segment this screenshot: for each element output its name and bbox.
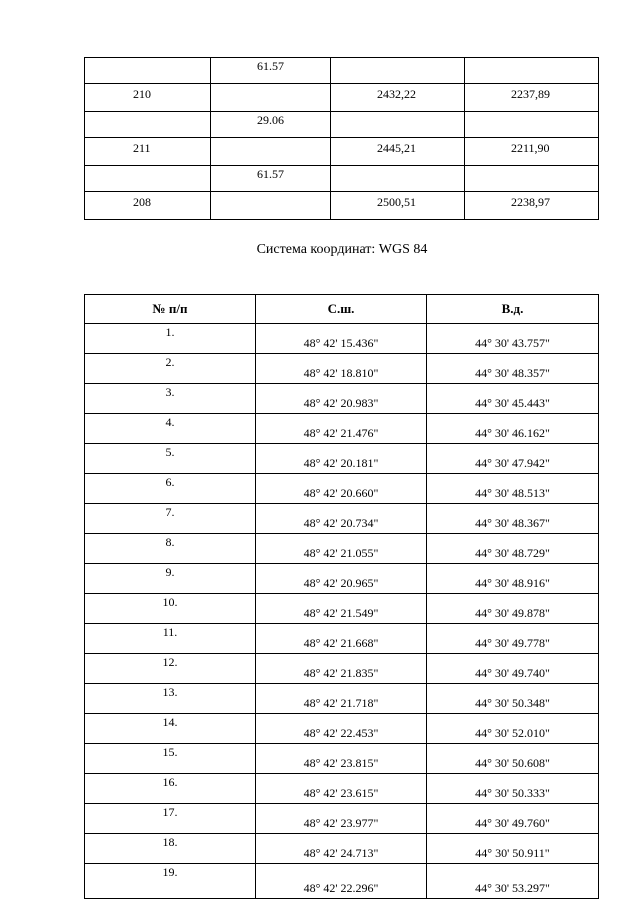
point-number: 13. (85, 684, 256, 714)
longitude-value: 44° 30' 43.757" (427, 324, 599, 354)
table-row (85, 564, 599, 594)
longitude-value: 44° 30' 49.778" (427, 624, 599, 654)
table-row (85, 324, 599, 354)
longitude-value: 44° 30' 48.729" (427, 534, 599, 564)
distance-cell: 61.57 (211, 166, 331, 192)
latitude-value: 48° 42' 22.453" (256, 714, 427, 744)
point-id-cell: 211 (85, 138, 211, 166)
coordinate-system-caption: Система координат: WGS 84 (256, 242, 428, 257)
latitude-value: 48° 42' 21.835" (256, 654, 427, 684)
latitude-value: 48° 42' 24.713" (256, 834, 427, 864)
longitude-value: 44° 30' 49.740" (427, 654, 599, 684)
point-number: 9. (85, 564, 256, 594)
point-number: 12. (85, 654, 256, 684)
latitude-value: 48° 42' 20.734" (256, 504, 427, 534)
point-number: 1. (85, 324, 256, 354)
boundary-points-table-continuation (84, 57, 599, 220)
top-table-body (85, 58, 599, 220)
distance-row (85, 58, 599, 84)
latitude-value: 48° 42' 22.296" (256, 864, 427, 899)
table-row (85, 444, 599, 474)
longitude-value: 44° 30' 48.357" (427, 354, 599, 384)
point-number: 18. (85, 834, 256, 864)
point-number: 7. (85, 504, 256, 534)
column-header-latitude: С.ш. (256, 295, 427, 324)
longitude-value: 44° 30' 47.942" (427, 444, 599, 474)
point-number: 3. (85, 384, 256, 414)
longitude-value: 44° 30' 50.333" (427, 774, 599, 804)
longitude-value: 44° 30' 50.348" (427, 684, 599, 714)
x-coordinate-cell: 2500,51 (331, 192, 465, 220)
latitude-value: 48° 42' 20.181" (256, 444, 427, 474)
longitude-value: 44° 30' 49.760" (427, 804, 599, 834)
wgs84-coordinates-table (84, 294, 599, 899)
longitude-value: 44° 30' 49.878" (427, 594, 599, 624)
latitude-value: 48° 42' 18.810" (256, 354, 427, 384)
longitude-value: 44° 30' 50.911" (427, 834, 599, 864)
table-row (85, 654, 599, 684)
latitude-value: 48° 42' 23.977" (256, 804, 427, 834)
x-coordinate-cell: 2445,21 (331, 138, 465, 166)
point-number: 19. (85, 864, 256, 899)
longitude-value: 44° 30' 46.162" (427, 414, 599, 444)
latitude-value: 48° 42' 20.965" (256, 564, 427, 594)
table-header (85, 295, 599, 324)
longitude-value: 44° 30' 53.297" (427, 864, 599, 899)
header-row (85, 295, 599, 324)
table-row (85, 714, 599, 744)
table-row (85, 474, 599, 504)
table-body (85, 324, 599, 899)
table-row (85, 744, 599, 774)
latitude-value: 48° 42' 15.436" (256, 324, 427, 354)
point-row (85, 84, 599, 112)
table-row (85, 774, 599, 804)
table-row (85, 624, 599, 654)
latitude-value: 48° 42' 21.668" (256, 624, 427, 654)
point-number: 6. (85, 474, 256, 504)
table-row (85, 534, 599, 564)
longitude-value: 44° 30' 48.513" (427, 474, 599, 504)
latitude-value: 48° 42' 21.549" (256, 594, 427, 624)
column-header-longitude: В.д. (427, 295, 599, 324)
x-coordinate-cell: 2432,22 (331, 84, 465, 112)
point-id-cell: 210 (85, 84, 211, 112)
point-number: 16. (85, 774, 256, 804)
distance-cell: 61.57 (211, 58, 331, 84)
point-number: 5. (85, 444, 256, 474)
latitude-value: 48° 42' 21.055" (256, 534, 427, 564)
table-row (85, 804, 599, 834)
distance-row (85, 112, 599, 138)
point-number: 11. (85, 624, 256, 654)
latitude-value: 48° 42' 23.815" (256, 744, 427, 774)
table-row (85, 834, 599, 864)
latitude-value: 48° 42' 20.983" (256, 384, 427, 414)
y-coordinate-cell: 2211,90 (465, 138, 599, 166)
longitude-value: 44° 30' 52.010" (427, 714, 599, 744)
table-row (85, 594, 599, 624)
point-number: 8. (85, 534, 256, 564)
point-row (85, 138, 599, 166)
point-number: 2. (85, 354, 256, 384)
point-id-cell: 208 (85, 192, 211, 220)
longitude-value: 44° 30' 45.443" (427, 384, 599, 414)
table-row (85, 864, 599, 899)
table-row (85, 504, 599, 534)
point-number: 10. (85, 594, 256, 624)
distance-row (85, 166, 599, 192)
point-number: 14. (85, 714, 256, 744)
point-number: 15. (85, 744, 256, 774)
y-coordinate-cell: 2238,97 (465, 192, 599, 220)
latitude-value: 48° 42' 20.660" (256, 474, 427, 504)
longitude-value: 44° 30' 50.608" (427, 744, 599, 774)
point-number: 17. (85, 804, 256, 834)
longitude-value: 44° 30' 48.916" (427, 564, 599, 594)
latitude-value: 48° 42' 21.718" (256, 684, 427, 714)
longitude-value: 44° 30' 48.367" (427, 504, 599, 534)
distance-cell: 29.06 (211, 112, 331, 138)
latitude-value: 48° 42' 21.476" (256, 414, 427, 444)
y-coordinate-cell: 2237,89 (465, 84, 599, 112)
table-row (85, 414, 599, 444)
table-row (85, 384, 599, 414)
table-row (85, 684, 599, 714)
latitude-value: 48° 42' 23.615" (256, 774, 427, 804)
column-header-number: № п/п (85, 295, 256, 324)
point-number: 4. (85, 414, 256, 444)
table-row (85, 354, 599, 384)
point-row (85, 192, 599, 220)
